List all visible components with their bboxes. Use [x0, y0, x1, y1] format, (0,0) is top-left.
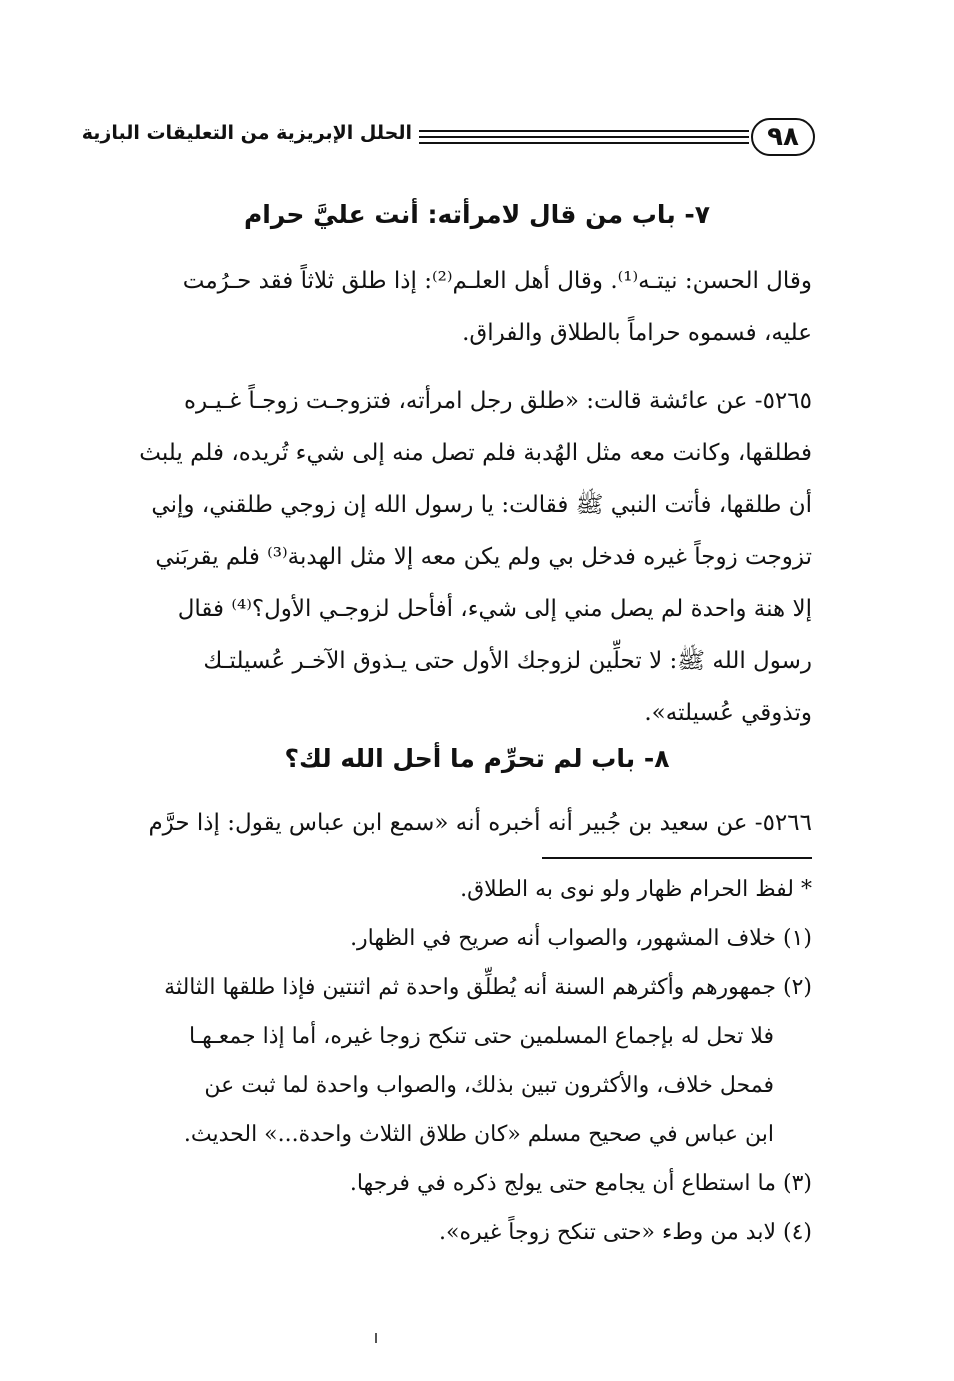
text-line: أن طلقها، فأتت النبي ﷺ فقالت: يا رسول الله إن زوجي طلقني، وإني — [151, 492, 812, 518]
footnote-divider — [542, 857, 812, 859]
footnote-line: (٣) ما استطاع أن يجامع حتى يولج ذكره في فرجها. — [349, 1171, 812, 1196]
text-line: عليه، فسموه حراماً بالطلاق والفراق. — [462, 320, 812, 346]
hadith-text — [100, 797, 812, 849]
header-rule — [419, 142, 749, 144]
footnote-line: فلا تحل له بإجماع المسلمين حتى تنكح زوجا غيره، أما إذا جمعـهـا — [188, 1024, 774, 1049]
book-title: الحلل الإبريزية من التعليقات البازية — [81, 122, 412, 144]
footnote-line: (٢) جمهورهم وأكثرهم السنة أنه يُطلِّق واحدة ثم اثنتين فإذا طلقها الثالثة — [164, 975, 812, 1000]
print-mark — [375, 1333, 377, 1343]
header-rule — [419, 136, 749, 138]
chapter-heading: ٧- باب من قال لامرأته: أنت عليَّ حرام — [243, 200, 711, 229]
footnote-line: ابن عباس في صحيح مسلم «كان طلاق الثلاث واحدة...» الحديث. — [183, 1122, 774, 1147]
footnote-line: (٤) لابد من وطء «حتى تنكح زوجاً غيره». — [439, 1220, 812, 1245]
chapter-intro — [100, 255, 812, 359]
text-line: وقال الحسن: نيتـه⁽¹⁾. وقال أهل العلـم⁽²⁾: إذا طلق ثلاثاً فقد حـرُمت — [182, 268, 812, 294]
footnote-line: (١) خلاف المشهور، والصواب أنه صريح في الظهار. — [350, 926, 812, 951]
text-line: ٥٢٦٥- عن عائشة قالت: «طلق رجل امرأته، فتزوجـت زوجـاً غـيـره — [183, 388, 812, 414]
text-line: إلا هنة واحدة لم يصل مني إلى شيء، أفأحل لزوجـي الأول؟⁽⁴⁾ فقال — [177, 596, 812, 622]
footnote-line: * لفظ الحرام ظهار ولو نوى به الطلاق. — [460, 877, 812, 902]
text-line: ٥٢٦٦- عن سعيد بن جُبير أنه أخبره أنه «سمع ابن عباس يقول: إذا حرَّم — [148, 810, 812, 836]
page-number: ٩٨ — [751, 118, 815, 156]
text-line: وتذوقي عُسيلته». — [644, 700, 812, 726]
text-line: فطلقها، وكانت معه مثل الهُدبة فلم تصل منه إلى شيء تُريده، فلم يلبث — [139, 440, 812, 466]
text-line: رسول الله ﷺ: لا تحلِّين لزوجك الأول حتى يـذوق الآخـر عُسيلتـك — [203, 648, 812, 674]
running-header — [81, 118, 815, 160]
chapter-heading: ٨- باب لم تحرِّم ما أحل الله لك؟ — [284, 744, 670, 773]
text-line: تزوجت زوجاً غيره فدخل بي ولم يكن معه إلا مثل الهدبة⁽³⁾ فلم يقربَني — [155, 544, 812, 570]
header-rule — [419, 130, 749, 132]
footnotes — [100, 865, 812, 1257]
footnote-line: فمحل خلاف، والأكثرون تبين بذلك، والصواب واحدة لما ثبت عن — [204, 1073, 774, 1098]
hadith-text — [100, 375, 812, 739]
